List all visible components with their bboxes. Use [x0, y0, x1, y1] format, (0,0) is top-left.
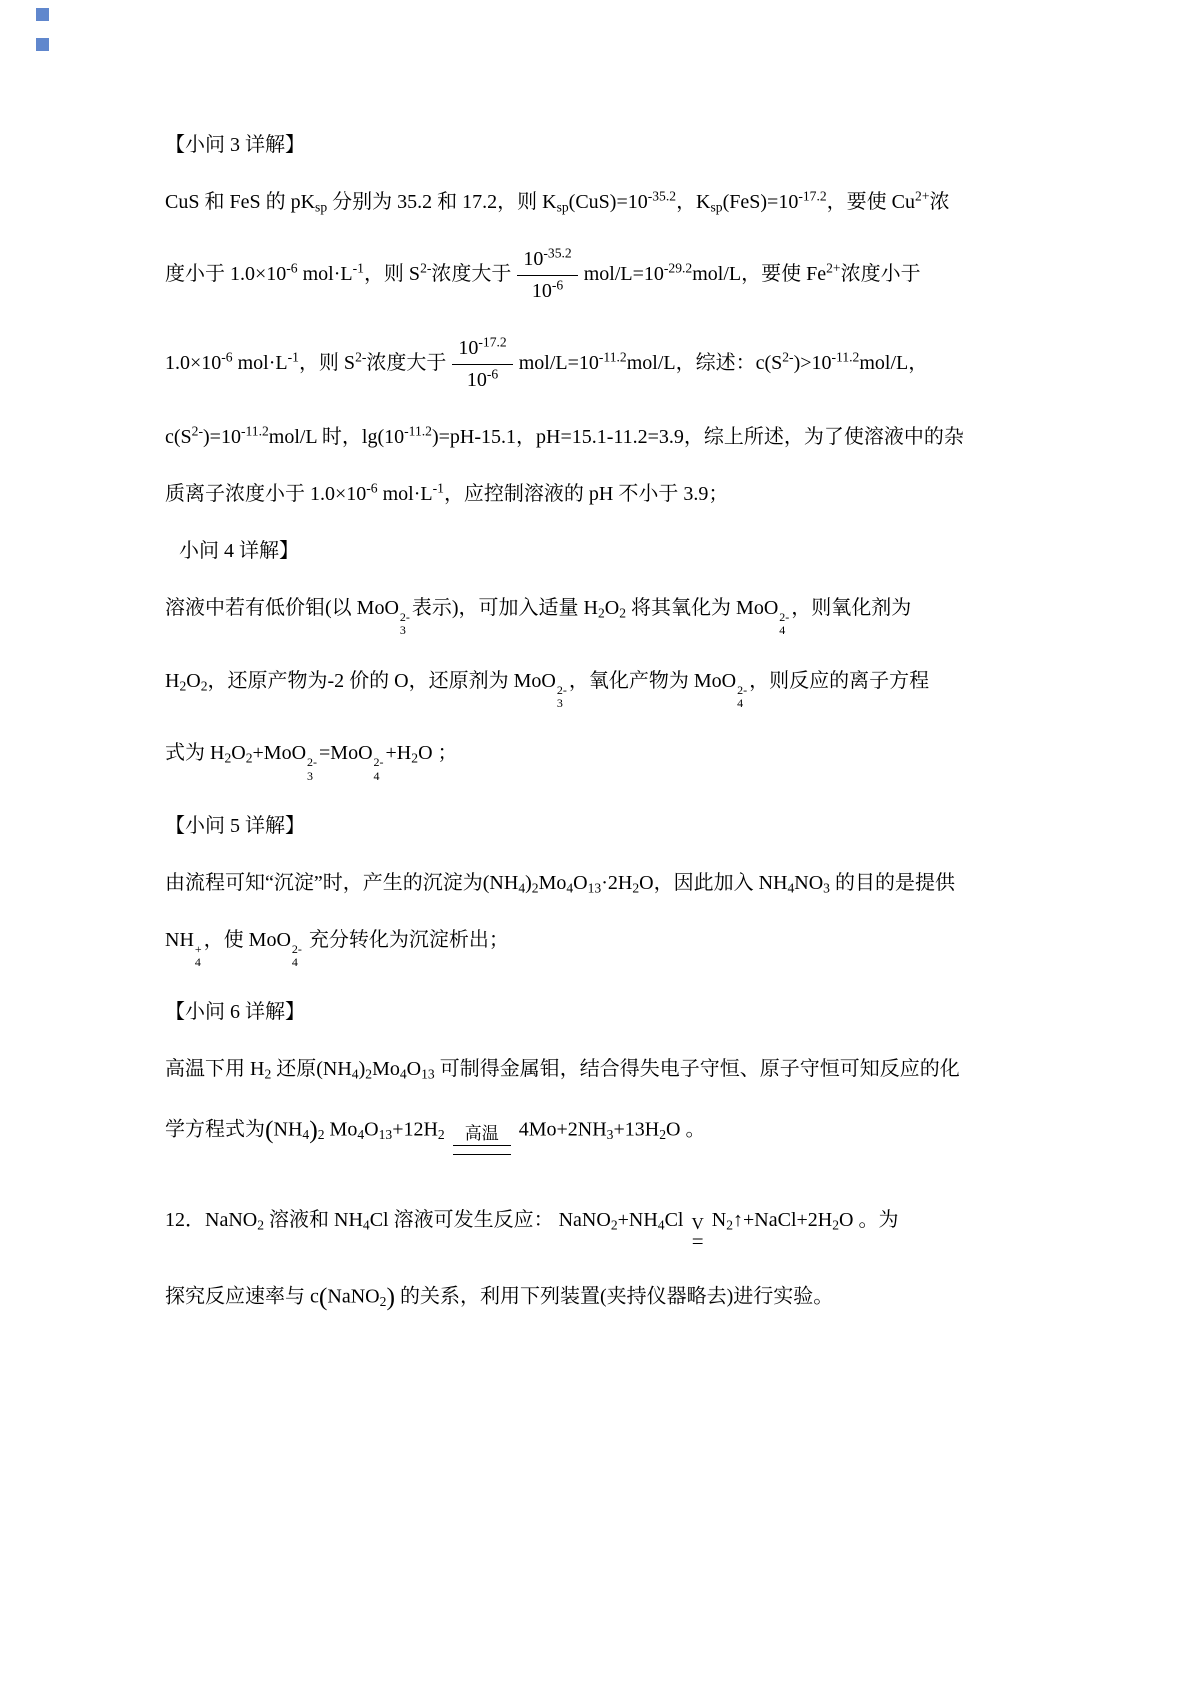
- text-run: 探究反应速率与 c: [165, 1285, 319, 1307]
- fraction-denominator: [452, 365, 512, 394]
- text-run: 式为 H: [165, 742, 225, 765]
- text-run: mol/L，要使 Fe: [692, 263, 827, 286]
- text-run: ，则 S: [363, 263, 421, 286]
- ion-charge: 2-: [291, 941, 302, 956]
- double-equals-line: [453, 1145, 511, 1155]
- text-run: +MoO: [252, 742, 307, 765]
- scan-artifact-mark: [36, 8, 49, 21]
- text-run: H: [165, 669, 180, 692]
- fraction-denominator: [517, 276, 577, 305]
- fraction: [517, 246, 577, 305]
- superscript: 2-: [191, 423, 203, 439]
- subscript: 2: [365, 1066, 373, 1082]
- subscript: 13: [587, 880, 602, 896]
- text-run: 表示)，可加入适量 H: [411, 597, 598, 619]
- subscript: 2: [379, 1293, 387, 1309]
- subscript: 13: [378, 1127, 393, 1143]
- text-run: 12．NaNO: [165, 1209, 258, 1232]
- atom-count: 4: [373, 768, 380, 783]
- superscript: -1: [432, 480, 444, 496]
- superscript: 2-: [782, 349, 794, 365]
- subscript: 2: [264, 1066, 272, 1082]
- text-run: 还原(NH: [271, 1058, 352, 1081]
- text-run: +H: [385, 742, 412, 765]
- reaction-condition-label: 高温: [464, 1123, 499, 1143]
- large-parenthesis: (: [265, 1115, 274, 1145]
- atom-count: 4: [779, 623, 786, 638]
- text-run: 10: [458, 337, 479, 359]
- ion-charge: +: [194, 941, 202, 956]
- ion-charge: 2-: [399, 610, 410, 625]
- text-run: ，应控制溶液的 pH 不小于 3.9；: [443, 483, 729, 505]
- subscript: 3: [823, 880, 830, 896]
- text-run: (FeS)=10: [722, 191, 799, 213]
- reaction-condition-over-equals: [453, 1124, 511, 1156]
- stacked-charge-subscript: [779, 611, 789, 637]
- superscript: -35.2: [647, 188, 677, 204]
- superscript: -29.2: [663, 260, 693, 276]
- text-run: O: [231, 742, 246, 765]
- text-run: O: [604, 597, 620, 619]
- text-run: 溶液和 NH: [264, 1209, 363, 1232]
- para-h2-reduction: [165, 1056, 1040, 1083]
- superscript: 2-: [420, 260, 432, 276]
- para-chemical-equation: [165, 1113, 1040, 1155]
- text-run: 1.0×10: [165, 352, 222, 375]
- stacked-charge-subscript: [307, 756, 317, 782]
- subscript: sp: [710, 199, 723, 215]
- text-run: O 。: [666, 1118, 706, 1141]
- text-run: 小问 4 详解】: [179, 540, 299, 562]
- text-run: +13H: [613, 1118, 660, 1141]
- subscript: 4: [518, 880, 526, 896]
- ion-charge: 2-: [307, 755, 318, 770]
- text-run: NH: [165, 928, 194, 951]
- subscript: 2: [619, 605, 627, 621]
- text-run: mol·L: [377, 483, 433, 505]
- subscript: 2: [245, 750, 253, 766]
- text-run: 溶液中若有低价钼(以 MoO: [165, 597, 399, 619]
- subscript: 2: [224, 750, 232, 766]
- reaction-condition-label: V: [691, 1214, 704, 1234]
- para-cu-concentration: [165, 246, 1040, 305]
- subscript: 2: [726, 1217, 734, 1233]
- text-run: ，氧化产物为 MoO: [568, 669, 737, 692]
- text-run: O: [364, 1118, 379, 1141]
- superscript: 2-: [355, 349, 367, 365]
- text-run: mol/L，: [859, 352, 929, 375]
- superscript: -6: [486, 366, 499, 382]
- subscript: 4: [566, 880, 574, 896]
- subscript: 4: [787, 880, 795, 896]
- stacked-charge-subscript: [557, 684, 567, 710]
- text-run: O: [186, 669, 201, 692]
- text-run: 的目的是提供: [829, 871, 955, 894]
- subscript: 13: [421, 1066, 435, 1082]
- subscript: 2: [659, 1127, 666, 1143]
- subscript: 4: [302, 1127, 310, 1143]
- text-run: 度小于 1.0×10: [165, 263, 287, 286]
- subscript: 4: [399, 1066, 407, 1082]
- para-fe-concentration: [165, 335, 1040, 394]
- large-parenthesis: (: [318, 1281, 328, 1311]
- superscript: -11.2: [598, 349, 627, 365]
- atom-count: 3: [307, 768, 314, 783]
- para-precipitate: [165, 870, 1040, 897]
- subscript: 4: [351, 1066, 359, 1082]
- superscript: -11.2: [831, 349, 860, 365]
- text-run: 浓度小于: [840, 263, 921, 286]
- subscript: 2: [598, 605, 605, 621]
- superscript: -6: [221, 349, 233, 365]
- document-body: [165, 132, 1040, 1314]
- text-run: ，则反应的离子方程: [749, 669, 930, 692]
- text-run: O 。为: [839, 1209, 899, 1232]
- text-run: 10: [466, 369, 487, 391]
- text-run: mol·L: [232, 352, 288, 375]
- text-run: NH: [273, 1118, 303, 1141]
- para-experiment-purpose: [165, 1280, 1040, 1315]
- stacked-charge-subscript: [292, 943, 302, 969]
- text-run: )>10: [793, 352, 832, 375]
- superscript: -6: [366, 480, 378, 496]
- subscript: sp: [556, 199, 569, 215]
- superscript: -17.2: [798, 188, 827, 204]
- superscript: -11.2: [404, 423, 432, 439]
- subscript: 2: [632, 880, 640, 896]
- subscript: 2: [257, 1217, 265, 1233]
- superscript: -1: [352, 260, 364, 276]
- subscript: 2: [179, 677, 187, 693]
- text-run: ，则 S: [298, 352, 356, 375]
- text-run: 10: [523, 248, 544, 270]
- subscript: 2: [411, 750, 419, 766]
- text-run: ，使 MoO: [203, 928, 291, 951]
- text-run: ·2H: [601, 871, 633, 894]
- heading-subquestion-6: [165, 999, 1040, 1026]
- heading-subquestion-5: [165, 813, 1040, 840]
- text-run: ↑+NaCl+2H: [733, 1209, 833, 1232]
- text-run: 由流程可知“沉淀”时，产生的沉淀为(NH: [165, 871, 519, 894]
- scan-artifact-mark: [36, 38, 49, 51]
- text-run: 10: [531, 280, 552, 302]
- stacked-charge-subscript: [374, 756, 384, 782]
- text-run: 【小问 3 详解】: [165, 134, 305, 156]
- text-run: O ；: [418, 742, 458, 765]
- para-ksp-values: [165, 189, 1040, 216]
- ion-charge: 2-: [556, 682, 567, 697]
- text-run: ，还原产物为-2 价的 O，还原剂为 MoO: [207, 669, 556, 692]
- text-run: 充分转化为沉淀析出；: [303, 928, 509, 951]
- subscript: 2: [832, 1217, 840, 1233]
- text-run: =MoO: [319, 742, 373, 765]
- subscript: 2: [610, 1217, 618, 1233]
- text-run: 可制得金属钼，结合得失电子守恒、原子守恒可知反应的化: [434, 1058, 960, 1081]
- stacked-charge-subscript: [737, 684, 747, 710]
- text-run: ): [525, 871, 532, 894]
- text-run: (CuS)=10: [568, 191, 648, 213]
- atom-count: 3: [399, 623, 406, 638]
- reaction-condition-over-equals: [691, 1214, 704, 1253]
- text-run: ，则氧化剂为: [791, 597, 912, 619]
- text-run: CuS 和 FeS 的 pK: [165, 191, 316, 213]
- stacked-charge-subscript: [195, 943, 202, 969]
- ion-charge: 2-: [737, 682, 748, 697]
- text-run: mol/L，综述：c(S: [626, 352, 783, 375]
- fraction-numerator: [452, 335, 512, 365]
- atom-count: 4: [737, 695, 744, 710]
- text-run: )=10: [203, 426, 241, 448]
- para-molybdenum-oxidation: [165, 595, 1040, 638]
- superscript: -35.2: [543, 245, 572, 261]
- text-run: 浓度大于: [431, 263, 512, 286]
- para-ionic-equation: [165, 740, 1040, 783]
- text-run: 高温下用 H: [165, 1058, 265, 1081]
- text-run: )=pH-15.1，pH=15.1-11.2=3.9，综上所述，为了使溶液中的杂: [431, 426, 964, 448]
- text-run: mol·L: [297, 263, 353, 286]
- subscript: 4: [357, 1127, 365, 1143]
- text-run: 浓: [929, 191, 950, 213]
- fraction: [452, 335, 512, 394]
- atom-count: 4: [194, 955, 201, 970]
- text-run: 浓度大于: [366, 352, 447, 375]
- ion-charge: 2-: [373, 755, 384, 770]
- para-redox-roles: [165, 668, 1040, 711]
- text-run: mol/L=10: [518, 352, 599, 375]
- subscript: sp: [315, 199, 328, 215]
- atom-count: 4: [291, 955, 298, 970]
- para-question-12: [165, 1207, 1040, 1253]
- text-run: Cl 溶液可发生反应： NaNO: [369, 1209, 611, 1232]
- large-parenthesis: ): [386, 1281, 395, 1311]
- text-run: Mo: [538, 871, 567, 894]
- superscript: -17.2: [478, 334, 507, 350]
- text-run: O，因此加入 NH: [639, 871, 788, 894]
- ion-charge: 2-: [779, 610, 790, 625]
- text-run: ): [358, 1058, 366, 1081]
- subscript: 2: [317, 1127, 325, 1143]
- text-run: 4Mo+2NH: [518, 1118, 607, 1141]
- superscript: -11.2: [240, 423, 269, 439]
- heading-subquestion-4: [165, 538, 1040, 565]
- text-run: 学方程式为: [165, 1118, 265, 1141]
- large-parenthesis: ): [309, 1115, 318, 1145]
- stacked-charge-subscript: [400, 611, 410, 637]
- subscript: 2: [437, 1127, 445, 1143]
- text-run: Cl: [664, 1209, 684, 1232]
- subscript: 2: [200, 677, 208, 693]
- text-run: 质离子浓度小于 1.0×10: [165, 483, 367, 505]
- para-ph-calculation: [165, 424, 1040, 451]
- text-run: 将其氧化为 MoO: [626, 597, 779, 619]
- subscript: 2: [531, 880, 539, 896]
- text-run: Mo: [372, 1058, 400, 1081]
- superscript: 2+: [915, 188, 930, 204]
- atom-count: 3: [556, 695, 563, 710]
- text-run: +NH: [617, 1209, 658, 1232]
- superscript: -1: [287, 349, 299, 365]
- superscript: -6: [286, 260, 298, 276]
- equals-sign: =: [691, 1228, 704, 1253]
- heading-subquestion-3: [165, 132, 1040, 159]
- text-run: +12H: [392, 1118, 438, 1141]
- text-run: ，K: [676, 191, 711, 213]
- subscript: 4: [362, 1217, 370, 1233]
- text-run: c(S: [165, 426, 192, 448]
- text-run: 【小问 5 详解】: [165, 814, 305, 837]
- text-run: mol/L 时，lg(10: [268, 426, 405, 448]
- text-run: 的关系，利用下列装置(夹持仪器略去)进行实验。: [394, 1285, 834, 1307]
- text-run: mol/L=10: [583, 263, 664, 286]
- text-run: 【小问 6 详解】: [165, 1001, 305, 1024]
- para-nh4-purpose: [165, 927, 1040, 970]
- text-run: NaNO: [327, 1285, 380, 1307]
- text-run: O: [406, 1058, 422, 1081]
- superscript: 2+: [826, 260, 841, 276]
- text-run: 分别为 35.2 和 17.2，则 K: [327, 191, 557, 213]
- subscript: 3: [606, 1127, 614, 1143]
- superscript: -6: [551, 277, 564, 293]
- text-run: N: [711, 1209, 727, 1232]
- text-run: NO: [794, 871, 824, 894]
- text-run: Mo: [324, 1118, 358, 1141]
- fraction-numerator: [517, 246, 577, 276]
- text-run: O: [573, 871, 588, 894]
- para-ph-conclusion: [165, 481, 1040, 508]
- text-run: ，要使 Cu: [826, 191, 916, 213]
- subscript: 4: [657, 1217, 665, 1233]
